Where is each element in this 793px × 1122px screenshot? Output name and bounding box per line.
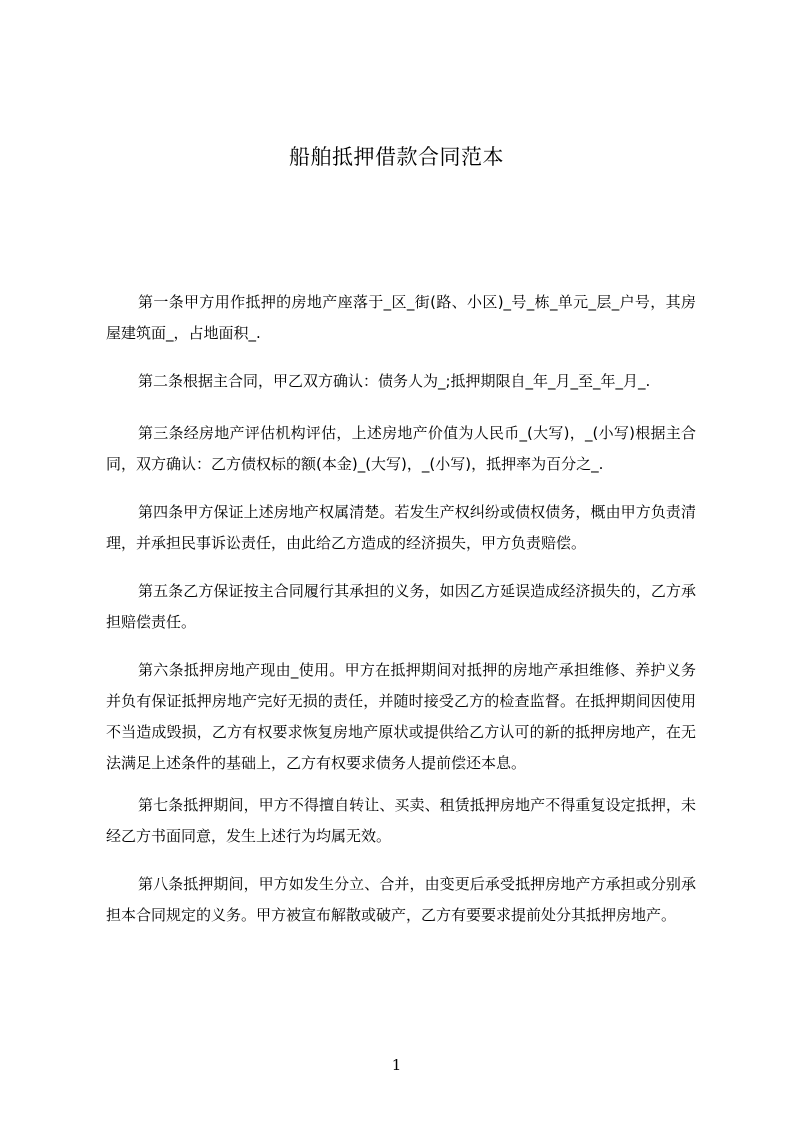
article-1: 第一条甲方用作抵押的房地产座落于_区_街(路、小区)_号_栋_单元_层_户号，其房屋建筑面_，占地面积_. [106, 293, 696, 342]
article-2: 第二条根据主合同，甲乙双方确认：债务人为_;抵押期限自_年_月_至_年_月_. [138, 372, 651, 390]
page-number: 1 [391, 1056, 402, 1074]
article-8: 第八条抵押期间，甲方如发生分立、合并，由变更后承受抵押房地产方承担或分别承担本合同规定的义务。甲方被宣布解散或破产，乙方有要要求提前处分其抵押房地产。 [106, 875, 696, 924]
document-title: 船舶抵押借款合同范本 [289, 145, 504, 169]
article-3: 第三条经房地产评估机构评估，上述房地产价值为人民币_(大写)，_(小写)根据主合同，双方确认：乙方债权标的额(本金)_(大写)，_(小写)，抵押率为百分之_. [106, 424, 696, 473]
article-6: 第六条抵押房地产现由_使用。甲方在抵押期间对抵押的房地产承担维修、养护义务并负有保证抵押房地产完好无损的责任，并随时接受乙方的检查监督。在抵押期间因使用不当造成毁损，乙方有权要求恢复房地产原状或提供给乙方认可的新的抵押房地产，在无法满足上述条件的基础上，乙方有权要求债务人提前偿还本息。 [106, 661, 696, 772]
article-7: 第七条抵押期间，甲方不得擅自转让、买卖、租赁抵押房地产不得重复设定抵押，未经乙方书面同意，发生上述行为均属无效。 [106, 796, 696, 845]
article-5: 第五条乙方保证按主合同履行其承担的义务，如因乙方延误造成经济损失的，乙方承担赔偿责任。 [106, 582, 696, 631]
article-4: 第四条甲方保证上述房地产权属清楚。若发生产权纠纷或债权债务，概由甲方负责清理，并承担民事诉讼责任，由此给乙方造成的经济损失，甲方负责赔偿。 [106, 503, 696, 552]
